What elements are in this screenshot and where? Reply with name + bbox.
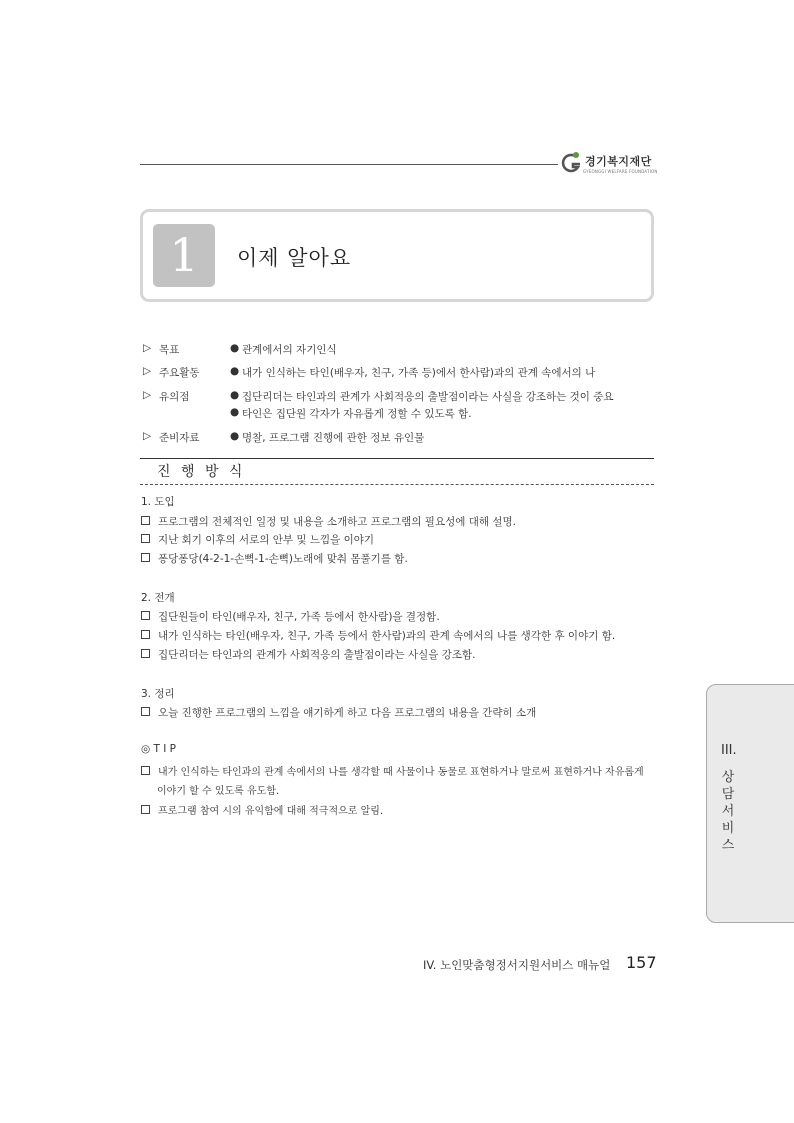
checkbox-square-icon [141,649,150,658]
foundation-logo [561,151,661,177]
list-item: 내가 인식하는 타인(배우자, 친구, 가족 등에서 한사람)과의 관계 속에서의 나를 생각한 후 이야기 함. [141,628,615,643]
bullet-icon: ● [230,342,240,354]
session-title-box [140,209,654,302]
checkbox-square-icon [141,516,150,525]
meta-value: 타인은 집단원 각자가 자유롭게 정할 수 있도록 함. [242,408,472,420]
meta-value: 관계에서의 자기인식 [242,344,337,356]
list-item: 퐁당퐁당(4-2-1-손뼉-1-손뼉)노래에 맞춰 몸풀기를 함. [141,551,408,566]
chapter-roman-numeral: III. [721,743,737,758]
session-number: 1 [153,224,215,287]
session-title: 이제 알아요 [237,246,352,270]
header-rule [140,164,558,165]
page-number: 157 [626,953,657,972]
logo-subtext: GYEONGGI WELFARE FOUNDATION [583,169,658,174]
meta-label: 준비자료 [159,432,200,444]
triangle-arrow-icon: ▷ [143,430,152,442]
meta-label: 목표 [159,344,180,356]
step-heading: 3. 정리 [141,688,175,700]
bullet-icon: ● [230,365,240,377]
list-item: 오늘 진행한 프로그램의 느낌을 얘기하게 하고 다음 프로그램의 내용을 간략히 소개 [141,705,536,720]
triangle-arrow-icon: ▷ [143,365,152,377]
logo-mark-icon [561,151,583,175]
bullet-icon: ● [230,406,240,418]
meta-label: 주요활동 [159,367,200,379]
chapter-side-tab [706,684,794,923]
checkbox-square-icon [141,766,150,775]
section-title: 진 행 방 식 [157,464,246,480]
bullet-icon: ● [230,389,240,401]
checkbox-square-icon [141,805,150,814]
section-rule [140,458,654,459]
list-item: 집단원들이 타인(배우자, 친구, 가족 등에서 한사람)을 결정함. [141,609,440,624]
meta-value: 집단리더는 타인과의 관계가 사회적응의 출발점이라는 사실을 강조하는 것이 중요 [242,391,614,403]
checkbox-square-icon [141,534,150,543]
logo-text: 경기복지재단 [585,155,652,168]
triangle-arrow-icon: ▷ [143,342,152,354]
checkbox-square-icon [141,630,150,639]
checkbox-square-icon [141,611,150,620]
section-dashed-rule [140,484,654,485]
step-heading: 1. 도입 [141,496,175,508]
triangle-arrow-icon: ▷ [143,389,152,401]
list-item: 지난 회기 이후의 서로의 안부 및 느낌을 이야기 [141,532,374,547]
list-item: 프로그램의 전체적인 일정 및 내용을 소개하고 프로그램의 필요성에 대해 설명. [141,514,516,529]
list-item-continued: 이야기 할 수 있도록 유도함. [157,786,280,797]
checkbox-square-icon [141,553,150,562]
list-item: 집단리더는 타인과의 관계가 사회적응의 출발점이라는 사실을 강조함. [141,647,476,662]
bullet-icon: ● [230,430,240,442]
meta-label: 유의점 [159,391,190,403]
step-heading: 2. 전개 [141,592,175,604]
meta-value: 내가 인식하는 타인(배우자, 친구, 가족 등)에서 한사람)과의 관계 속에서의 나 [242,367,596,379]
footer-manual-title: IV. 노인맞춤형정서지원서비스 매뉴얼 [423,958,611,972]
checkbox-square-icon [141,707,150,716]
tip-heading: ◎ T I P [141,743,177,755]
chapter-title-vertical: 상담서비스 [721,770,735,853]
list-item: 내가 인식하는 타인과의 관계 속에서의 나를 생각할 때 사물이나 동물로 표현하거나 말로써 표현하거나 자유롭게 [141,763,644,778]
meta-value: 명찰, 프로그램 진행에 관한 정보 유인물 [242,432,425,444]
list-item: 프로그램 참여 시의 유익함에 대해 적극적으로 알림. [141,802,383,817]
